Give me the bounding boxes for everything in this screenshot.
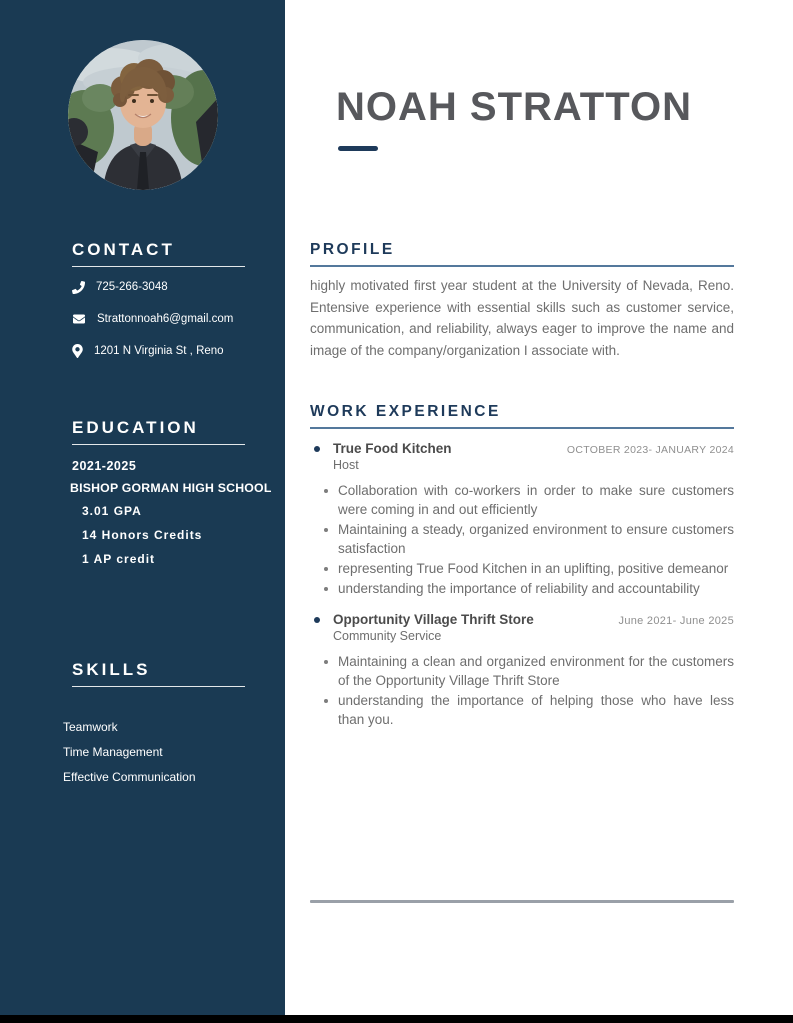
skills-section bbox=[63, 660, 282, 795]
bullet-dot-icon bbox=[324, 567, 328, 571]
education-detail-gpa: 3.01 GPA bbox=[82, 504, 142, 518]
contact-item-address bbox=[72, 344, 272, 358]
contact-list bbox=[72, 280, 272, 358]
job-bullet-text: representing True Food Kitchen in an uplifting, positive demeanor bbox=[338, 561, 729, 576]
profile-photo-illustration bbox=[68, 40, 218, 190]
section-rule bbox=[310, 265, 734, 267]
contact-title: CONTACT bbox=[72, 240, 175, 259]
page-title: NOAH STRATTON bbox=[336, 85, 692, 129]
profile-text: highly motivated first year student at the University of Nevada, Reno. Entensive experience with essential skills such as customer service, communication, and reliability, always eager to improve the name and image of the company/organization I associate with. bbox=[310, 278, 734, 358]
job-dates: OCTOBER 2023- JANUARY 2024 bbox=[566, 444, 734, 456]
job-titles bbox=[333, 612, 534, 643]
bullet-dot-icon bbox=[324, 699, 328, 703]
job-role: Host bbox=[333, 458, 359, 472]
section-rule bbox=[310, 427, 734, 429]
profile-title: PROFILE bbox=[310, 241, 395, 258]
skills-list bbox=[63, 720, 282, 784]
job-bullet-text: Collaboration with co-workers in order to make sure customers were coming in and out efficiently bbox=[338, 483, 734, 517]
sidebar bbox=[0, 0, 285, 1015]
job-bullet-item bbox=[310, 481, 734, 519]
skills-title: SKILLS bbox=[72, 660, 151, 679]
job-titles bbox=[333, 441, 452, 472]
job-bullet-item bbox=[310, 691, 734, 729]
work-experience-title: WORK EXPERIENCE bbox=[310, 403, 501, 420]
bullet-dot-icon bbox=[324, 587, 328, 591]
job-entry-true-food-kitchen bbox=[310, 441, 734, 598]
job-bullet-text: understanding the importance of helping those who have less than you. bbox=[338, 693, 734, 727]
profile-section bbox=[310, 241, 734, 361]
location-pin-icon bbox=[72, 344, 83, 358]
skill-item: Time Management bbox=[63, 745, 163, 759]
job-bullet-item bbox=[310, 579, 734, 598]
section-rule bbox=[72, 266, 245, 267]
education-details bbox=[82, 504, 282, 566]
work-experience-section bbox=[310, 403, 734, 730]
section-rule bbox=[72, 444, 245, 445]
contact-item-phone bbox=[72, 280, 272, 294]
job-role: Community Service bbox=[333, 629, 442, 643]
page-break-divider bbox=[310, 900, 734, 903]
job-entry-opportunity-village bbox=[310, 612, 734, 729]
job-bullet-item bbox=[310, 652, 734, 690]
phone-number: 725-266-3048 bbox=[96, 281, 168, 293]
job-company: Opportunity Village Thrift Store bbox=[333, 612, 534, 627]
bottom-black-bar bbox=[0, 1015, 793, 1023]
phone-icon bbox=[72, 281, 85, 294]
email-address: Strattonnoah6@gmail.com bbox=[97, 313, 234, 325]
section-rule bbox=[72, 686, 245, 687]
education-school: BISHOP GORMAN HIGH SCHOOL bbox=[70, 481, 272, 495]
job-header bbox=[310, 441, 734, 472]
education-detail-ap: 1 AP credit bbox=[82, 552, 156, 566]
contact-section bbox=[72, 240, 272, 376]
job-bullet-text: Maintaining a clean and organized environment for the customers of the Opportunity Village Thrift Store bbox=[338, 654, 734, 688]
job-bullet-text: understanding the importance of reliability and accountability bbox=[338, 581, 700, 596]
skill-item: Effective Communication bbox=[63, 770, 196, 784]
job-bullet-icon bbox=[314, 617, 320, 623]
bullet-dot-icon bbox=[324, 489, 328, 493]
job-bullet-list bbox=[310, 652, 734, 729]
job-bullet-text: Maintaining a steady, organized environment to ensure customers satisfaction bbox=[338, 522, 734, 556]
education-years: 2021-2025 bbox=[72, 459, 137, 473]
job-dates: June 2021- June 2025 bbox=[618, 615, 734, 627]
street-address: 1201 N Virginia St , Reno bbox=[94, 345, 224, 357]
job-bullet-item bbox=[310, 559, 734, 578]
job-company: True Food Kitchen bbox=[333, 441, 452, 456]
main-column bbox=[285, 0, 793, 1015]
contact-item-email bbox=[72, 312, 272, 326]
skill-item: Teamwork bbox=[63, 720, 118, 734]
job-bullet-list bbox=[310, 481, 734, 598]
name-underline-dash bbox=[338, 146, 378, 151]
profile-photo bbox=[68, 40, 218, 190]
education-title: EDUCATION bbox=[72, 418, 199, 437]
education-detail-honors: 14 Honors Credits bbox=[82, 528, 203, 542]
job-bullet-item bbox=[310, 520, 734, 558]
envelope-icon bbox=[72, 313, 86, 325]
bullet-dot-icon bbox=[324, 660, 328, 664]
education-section bbox=[72, 418, 282, 576]
job-bullet-icon bbox=[314, 446, 320, 452]
job-header bbox=[310, 612, 734, 643]
bullet-dot-icon bbox=[324, 528, 328, 532]
